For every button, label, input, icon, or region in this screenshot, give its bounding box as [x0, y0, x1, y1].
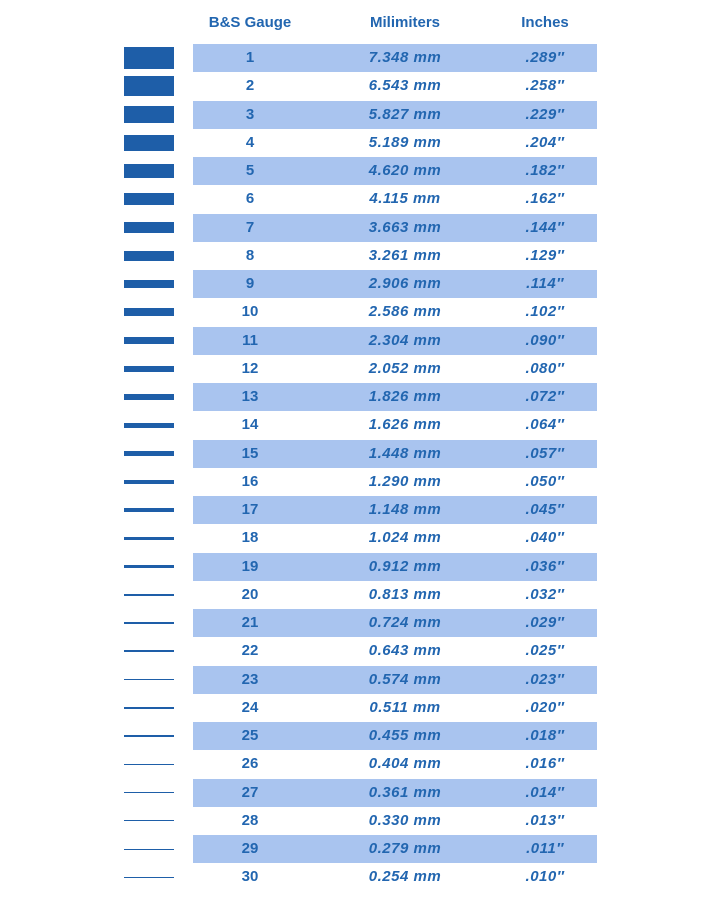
- millimeters-cell: 1.024 mm: [368, 529, 442, 547]
- gauge-cell: 25: [241, 727, 259, 744]
- table-row: [0, 722, 720, 750]
- inches-cell: .050″: [525, 472, 565, 490]
- millimeters-cell: 0.254 mm: [368, 868, 442, 886]
- table-row: [0, 807, 720, 835]
- inches-cell: .040″: [525, 529, 565, 547]
- millimeters-cell: 2.906 mm: [368, 275, 442, 292]
- table-row: [0, 101, 720, 129]
- table-row: [0, 750, 720, 778]
- millimeters-cell: 0.813 mm: [368, 585, 442, 603]
- wire-thickness-swatch: [124, 764, 174, 765]
- millimeters-cell: 4.115 mm: [369, 190, 441, 208]
- millimeters-cell: 1.448 mm: [368, 444, 442, 462]
- gauge-cell: 2: [245, 77, 255, 95]
- millimeters-cell: 0.724 mm: [368, 614, 442, 631]
- wire-thickness-swatch: [124, 594, 174, 596]
- table-row: [0, 524, 720, 552]
- millimeters-cell: 0.912 mm: [368, 557, 442, 575]
- millimeters-cell: 1.626 mm: [368, 416, 442, 434]
- wire-thickness-swatch: [124, 508, 174, 511]
- wire-thickness-swatch: [124, 735, 174, 736]
- table-row: [0, 609, 720, 637]
- millimeters-cell: 2.586 mm: [368, 303, 442, 321]
- gauge-cell: 3: [245, 105, 255, 123]
- inches-cell: .162″: [525, 190, 565, 208]
- gauge-cell: 29: [241, 840, 259, 857]
- inches-cell: .018″: [525, 727, 565, 744]
- inches-cell: .080″: [525, 359, 565, 377]
- table-row: [0, 129, 720, 157]
- table-row: [0, 863, 720, 891]
- table-row: [0, 637, 720, 665]
- gauge-cell: 30: [241, 868, 259, 886]
- gauge-cell: 12: [241, 359, 259, 377]
- gauge-cell: 20: [241, 585, 259, 603]
- millimeters-cell: 6.543 mm: [368, 77, 442, 95]
- millimeters-cell: 0.279 mm: [368, 840, 442, 857]
- table-row: [0, 411, 720, 439]
- wire-thickness-swatch: [124, 193, 174, 205]
- gauge-cell: 9: [245, 275, 255, 292]
- gauge-cell: 21: [241, 614, 259, 631]
- millimeters-cell: 1.148 mm: [368, 501, 442, 518]
- millimeters-cell: 2.052 mm: [368, 359, 442, 377]
- wire-thickness-swatch: [124, 820, 174, 821]
- table-row: [0, 157, 720, 185]
- inches-cell: .020″: [525, 698, 565, 716]
- gauge-cell: 16: [241, 472, 259, 490]
- gauge-cell: 17: [241, 501, 259, 518]
- wire-thickness-swatch: [124, 565, 174, 568]
- wire-thickness-swatch: [124, 337, 174, 344]
- millimeters-cell: 1.290 mm: [368, 472, 442, 490]
- table-row: [0, 779, 720, 807]
- table-row: [0, 242, 720, 270]
- gauge-cell: 19: [241, 557, 259, 575]
- gauge-cell: 5: [245, 162, 255, 179]
- gauge-cell: 28: [241, 811, 259, 829]
- inches-cell: .144″: [525, 218, 565, 236]
- gauge-cell: 24: [241, 698, 259, 716]
- table-row: [0, 666, 720, 694]
- inches-cell: .010″: [525, 868, 565, 886]
- table-row: [0, 440, 720, 468]
- millimeters-cell: 3.261 mm: [368, 246, 442, 264]
- millimeters-cell: 0.361 mm: [368, 783, 442, 801]
- wire-thickness-swatch: [124, 308, 174, 316]
- inches-cell: .258″: [525, 77, 565, 95]
- inches-cell: .129″: [525, 246, 565, 264]
- table-row: [0, 72, 720, 100]
- millimeters-cell: 5.827 mm: [368, 105, 442, 123]
- gauge-cell: 13: [241, 388, 259, 405]
- header-millimeters: Milimiters: [369, 14, 441, 31]
- wire-thickness-swatch: [124, 877, 174, 878]
- table-row: [0, 355, 720, 383]
- millimeters-cell: 0.404 mm: [368, 755, 442, 773]
- millimeters-cell: 3.663 mm: [368, 218, 442, 236]
- inches-cell: .014″: [525, 783, 565, 801]
- header-inches: Inches: [521, 14, 569, 31]
- inches-cell: .064″: [525, 416, 565, 434]
- table-row: [0, 383, 720, 411]
- wire-thickness-swatch: [124, 537, 174, 540]
- inches-cell: .025″: [525, 642, 565, 660]
- inches-cell: .102″: [525, 303, 565, 321]
- wire-thickness-swatch: [124, 222, 174, 233]
- gauge-cell: 6: [245, 190, 255, 208]
- table-row: [0, 581, 720, 609]
- millimeters-cell: 7.348 mm: [368, 49, 442, 66]
- millimeters-cell: 2.304 mm: [368, 331, 442, 349]
- table-row: [0, 553, 720, 581]
- wire-thickness-swatch: [124, 135, 174, 151]
- table-row: [0, 496, 720, 524]
- millimeters-cell: 0.574 mm: [368, 670, 442, 688]
- table-row: [0, 44, 720, 72]
- inches-cell: .032″: [525, 585, 565, 603]
- table-row: [0, 270, 720, 298]
- gauge-cell: 22: [241, 642, 259, 660]
- gauge-cell: 14: [241, 416, 259, 434]
- wire-thickness-swatch: [124, 707, 174, 709]
- inches-cell: .023″: [525, 670, 565, 688]
- table-row: [0, 327, 720, 355]
- table-row: [0, 298, 720, 326]
- wire-thickness-swatch: [124, 394, 174, 399]
- millimeters-cell: 0.455 mm: [368, 727, 442, 744]
- inches-cell: .016″: [525, 755, 565, 773]
- inches-cell: .229″: [525, 105, 565, 123]
- table-header: [0, 14, 720, 36]
- wire-thickness-swatch: [124, 423, 174, 428]
- millimeters-cell: 0.330 mm: [368, 811, 442, 829]
- table-row: [0, 185, 720, 213]
- table-row: [0, 468, 720, 496]
- wire-thickness-swatch: [124, 280, 174, 289]
- gauge-cell: 27: [241, 783, 259, 801]
- wire-thickness-swatch: [124, 622, 174, 624]
- inches-cell: .057″: [525, 444, 565, 462]
- gauge-cell: 4: [245, 133, 255, 151]
- inches-cell: .114″: [526, 275, 564, 292]
- table-row: [0, 214, 720, 242]
- inches-cell: .045″: [525, 501, 565, 518]
- gauge-cell: 11: [242, 331, 258, 349]
- inches-cell: .090″: [525, 331, 565, 349]
- millimeters-cell: 1.826 mm: [368, 388, 442, 405]
- millimeters-cell: 4.620 mm: [368, 162, 442, 179]
- wire-thickness-swatch: [124, 47, 174, 69]
- wire-thickness-swatch: [124, 164, 174, 178]
- wire-thickness-swatch: [124, 650, 174, 652]
- wire-thickness-swatch: [124, 76, 174, 96]
- gauge-cell: 7: [245, 218, 255, 236]
- gauge-cell: 23: [241, 670, 259, 688]
- inches-cell: .182″: [525, 162, 565, 179]
- millimeters-cell: 5.189 mm: [368, 133, 442, 151]
- inches-cell: .072″: [525, 388, 565, 405]
- gauge-cell: 1: [245, 49, 255, 66]
- wire-thickness-swatch: [124, 106, 174, 123]
- wire-thickness-swatch: [124, 480, 174, 484]
- wire-thickness-swatch: [124, 849, 174, 850]
- gauge-cell: 18: [241, 529, 259, 547]
- inches-cell: .289″: [525, 49, 565, 66]
- gauge-cell: 10: [241, 303, 259, 321]
- gauge-cell: 26: [241, 755, 259, 773]
- table-row: [0, 694, 720, 722]
- wire-thickness-swatch: [124, 792, 174, 793]
- millimeters-cell: 0.643 mm: [368, 642, 442, 660]
- inches-cell: .204″: [525, 133, 565, 151]
- header-gauge: B&S Gauge: [208, 14, 292, 31]
- wire-thickness-swatch: [124, 251, 174, 261]
- wire-thickness-swatch: [124, 366, 174, 372]
- table-row: [0, 835, 720, 863]
- inches-cell: .029″: [525, 614, 565, 631]
- wire-thickness-swatch: [124, 451, 174, 455]
- gauge-cell: 8: [245, 246, 255, 264]
- inches-cell: .011″: [526, 840, 564, 857]
- millimeters-cell: 0.511 mm: [369, 698, 441, 716]
- wire-thickness-swatch: [124, 679, 174, 681]
- inches-cell: .036″: [525, 557, 565, 575]
- gauge-cell: 15: [241, 444, 259, 462]
- inches-cell: .013″: [525, 811, 565, 829]
